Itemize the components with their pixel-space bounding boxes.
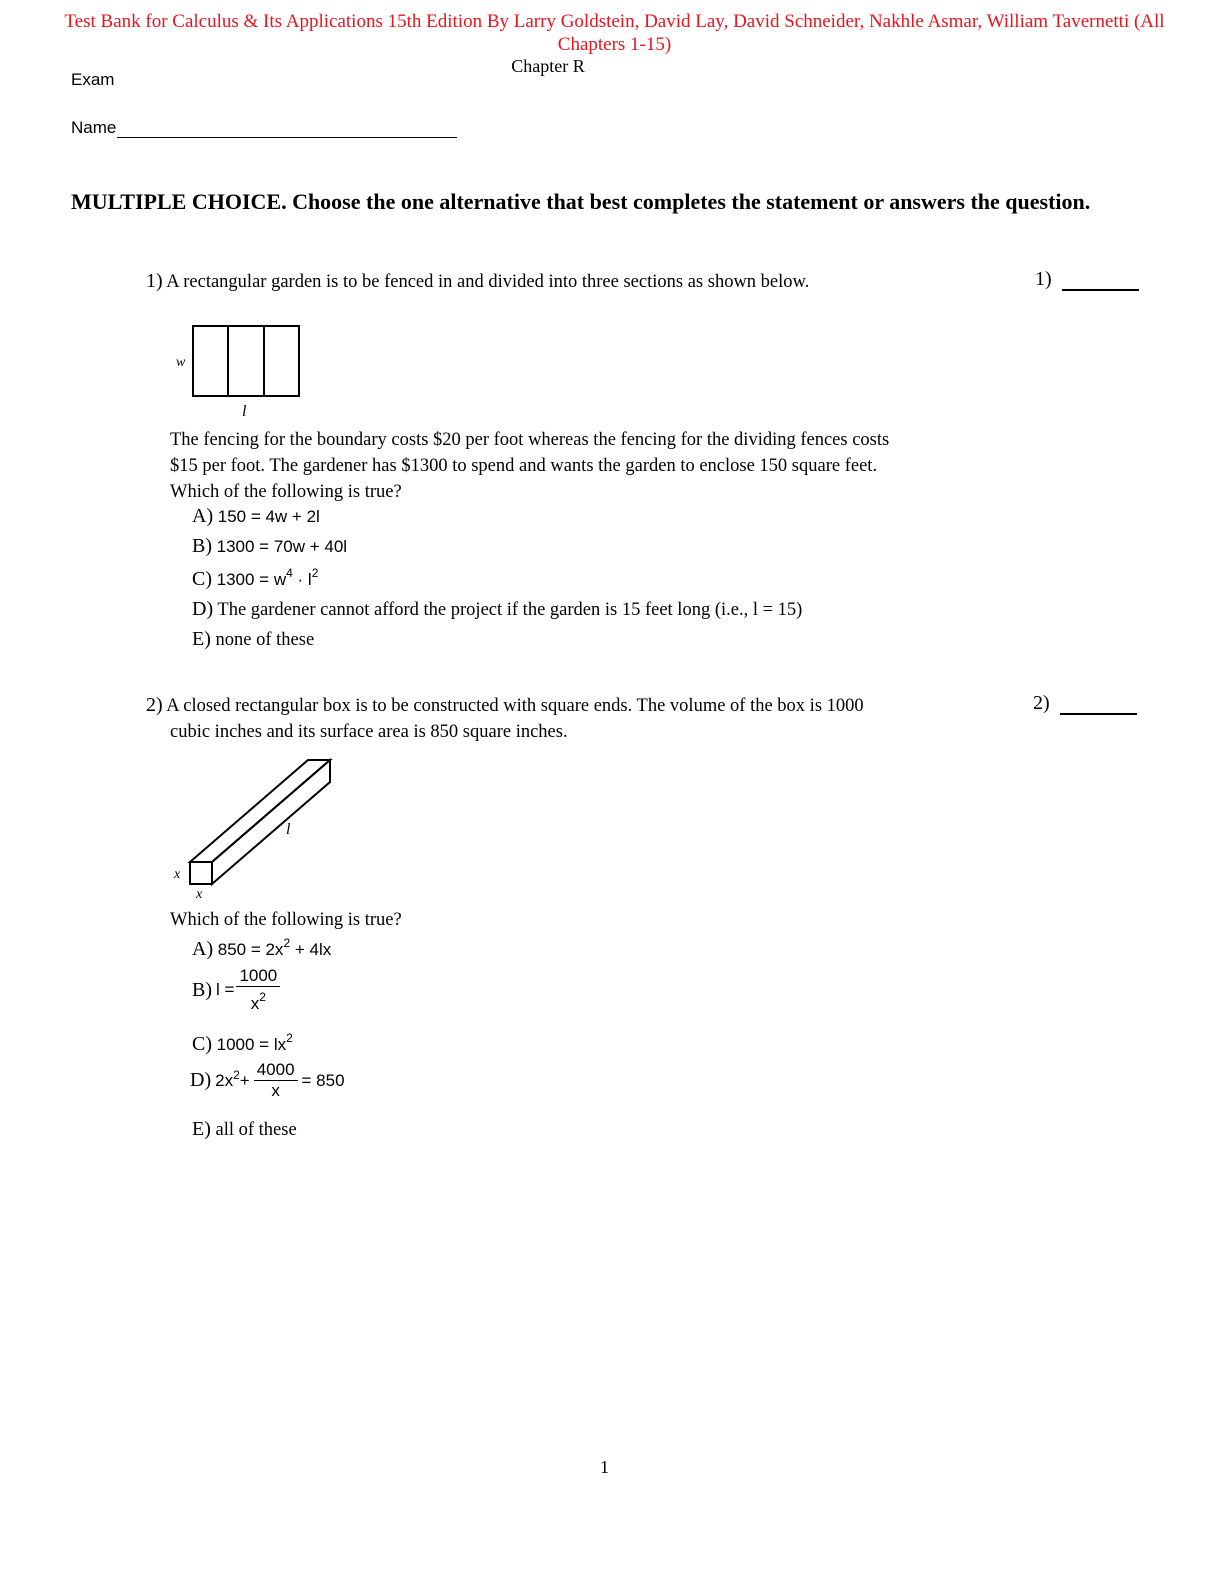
box-height-label: x xyxy=(174,867,181,882)
option-text: none of these xyxy=(215,630,315,650)
option-2d[interactable] xyxy=(190,1060,345,1101)
numerator: 1000 xyxy=(236,966,280,987)
option-equation xyxy=(216,966,282,1014)
option-text: The gardener cannot afford the project if the garden is 15 feet long (i.e., l = 15) xyxy=(217,600,803,620)
question-2-answer-blank xyxy=(1033,692,1137,715)
question-2-stem xyxy=(146,692,864,745)
chapter-title: Chapter R xyxy=(511,56,585,76)
garden-figure xyxy=(168,318,308,422)
question-1-answer-blank xyxy=(1035,268,1139,291)
question-1-body-line: $15 per foot. The gardener has $1300 to spend and wants the garden to enclose 150 square feet. xyxy=(170,456,878,476)
name-field xyxy=(71,118,457,138)
option-1d[interactable] xyxy=(192,598,802,621)
box-front-face xyxy=(190,862,212,884)
name-blank-line xyxy=(117,119,457,138)
equation-part: · l xyxy=(292,570,312,589)
width-label: w xyxy=(176,355,186,370)
option-1b[interactable] xyxy=(192,535,347,558)
question-1-body-line: The fencing for the boundary costs $20 per foot whereas the fencing for the dividing fences costs xyxy=(170,430,890,450)
option-letter: E) xyxy=(192,1118,211,1140)
option-2e[interactable] xyxy=(192,1118,297,1141)
page-number: 1 xyxy=(600,1457,609,1477)
question-1-number: 1) xyxy=(146,270,163,292)
option-equation xyxy=(215,1060,344,1101)
option-text: all of these xyxy=(215,1120,297,1140)
option-text: 1300 = 70w + 40l xyxy=(216,537,348,556)
fraction xyxy=(236,966,280,1014)
box-figure xyxy=(168,752,338,900)
name-label: Name xyxy=(71,118,117,137)
denominator: $x^2$ xyxy=(250,990,266,1013)
option-text: 150 = 4w + 2l xyxy=(217,507,320,526)
fraction xyxy=(254,1060,298,1101)
option-2a[interactable] xyxy=(192,936,331,961)
option-letter: C) xyxy=(192,1033,212,1055)
option-letter: A) xyxy=(192,505,214,527)
question-1-body xyxy=(170,427,889,505)
option-letter: E) xyxy=(192,628,211,650)
question-2-text-line: A closed rectangular box is to be constructed with square ends. The volume of the box is 1000 xyxy=(166,696,864,716)
option-equation xyxy=(216,566,319,589)
option-letter: D) xyxy=(192,598,214,620)
document-banner: Test Bank for Calculus & Its Applications 15th Edition By Larry Goldstein, David Lay, David Schneider, Nakhle Asmar, William Tavernetti (All Chapters 1-15) xyxy=(64,11,1165,55)
option-equation xyxy=(216,1031,293,1054)
numerator: 4000 xyxy=(254,1060,298,1081)
option-equation xyxy=(217,936,332,959)
answer-line xyxy=(1060,693,1137,715)
question-2-prompt: Which of the following is true? xyxy=(170,910,402,930)
box-length-label: l xyxy=(286,821,291,838)
answer-line xyxy=(1062,269,1139,291)
option-2c[interactable] xyxy=(192,1031,293,1056)
denominator: x xyxy=(271,1081,280,1100)
equation-part: + xyxy=(239,1070,250,1090)
option-letter: C) xyxy=(192,568,212,590)
option-letter: A) xyxy=(192,938,214,960)
garden-boundary xyxy=(193,326,299,396)
equation-part: + 4lx xyxy=(290,940,332,959)
option-1a[interactable] xyxy=(192,505,320,528)
option-letter: D) xyxy=(190,1069,212,1091)
exponent: 2 xyxy=(233,1068,240,1082)
option-1e[interactable] xyxy=(192,628,314,651)
question-1-body-line: Which of the following is true? xyxy=(170,482,402,502)
equation-part: 1300 = w xyxy=(216,570,287,589)
option-1c[interactable] xyxy=(192,566,318,591)
box-side-face xyxy=(212,760,330,884)
box-top-face xyxy=(190,760,330,862)
equation-part: 2x xyxy=(215,1070,234,1090)
question-1-answer-marker: 1) xyxy=(1035,268,1052,290)
exponent: 2 xyxy=(283,936,291,950)
exam-label: Exam xyxy=(71,70,115,89)
option-letter: B) xyxy=(192,535,212,557)
section-heading: MULTIPLE CHOICE. Choose the one alternative that best completes the statement or answers the question. xyxy=(71,189,1091,214)
question-1-text: A rectangular garden is to be fenced in and divided into three sections as shown below. xyxy=(166,272,810,292)
question-1-stem xyxy=(146,268,809,295)
equation-part: l = xyxy=(216,980,235,999)
box-width-label: x xyxy=(196,887,203,900)
option-letter: B) xyxy=(192,978,212,1001)
exponent: 2 xyxy=(286,1031,293,1045)
exponent: 4 xyxy=(286,566,293,580)
option-2b[interactable] xyxy=(192,966,282,1014)
exponent: 2 xyxy=(259,990,266,1004)
length-label: l xyxy=(242,403,247,420)
equation-part: 850 = 2x xyxy=(217,940,284,959)
equation-part: = 850 xyxy=(301,1070,345,1090)
question-2-text-line: cubic inches and its surface area is 850 square inches. xyxy=(170,722,568,742)
question-2-number: 2) xyxy=(146,694,163,716)
exponent: 2 xyxy=(311,566,319,580)
equation-part: 1000 = lx xyxy=(216,1035,287,1054)
question-2-answer-marker: 2) xyxy=(1033,692,1050,714)
